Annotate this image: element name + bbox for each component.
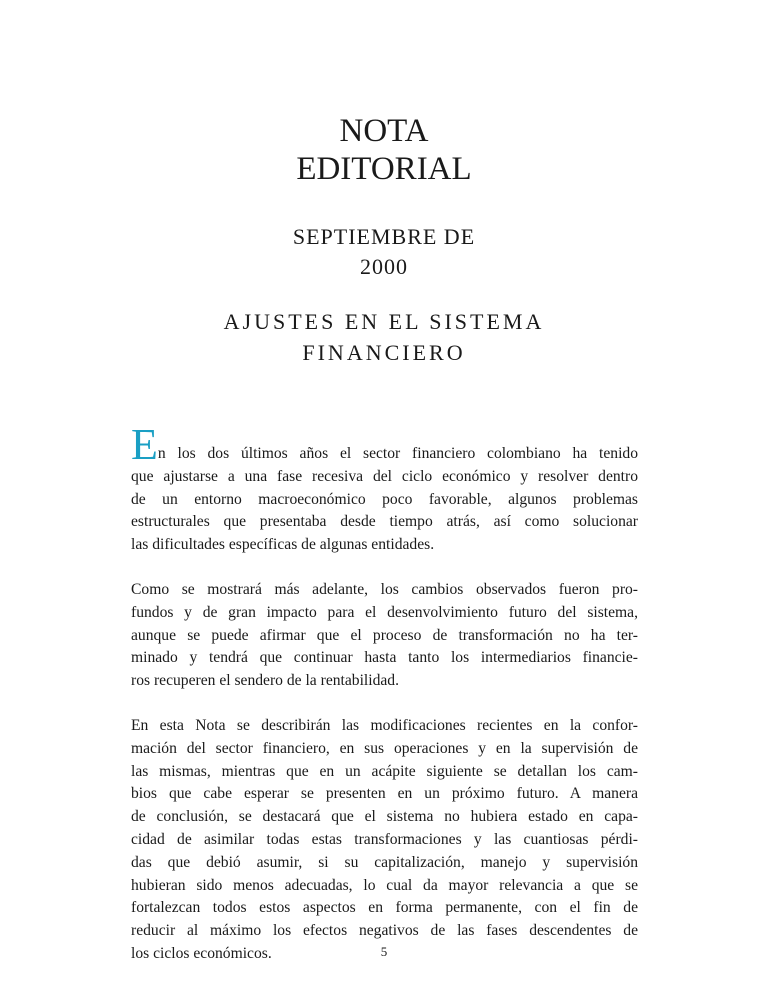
text-line: las mismas, mientras que en un acápite siguiente se detallan los cam- — [131, 762, 638, 780]
text-line: las dificultades específicas de algunas entidades. — [131, 536, 435, 554]
date-line: SEPTIEMBRE DE — [292, 224, 476, 249]
paragraph — [131, 579, 638, 693]
text-line: bios que cabe esperar se presenten en un próximo futuro. A manera — [131, 785, 638, 803]
paragraph — [131, 420, 638, 557]
heading-line: FINANCIERO — [302, 340, 466, 365]
text-line: hubieran sido menos adecuadas, lo cual da mayor relevancia a que se — [131, 876, 638, 894]
text-line: que ajustarse a una fase recesiva del ciclo económico y resolver dentro — [131, 467, 638, 485]
text-line: estructurales que presentaba desde tiempo atrás, así como solucionar — [131, 513, 638, 531]
body-text — [131, 420, 638, 988]
text-line: mación del sector financiero, en sus operaciones y en la supervisión de — [131, 739, 638, 757]
date-line: 2000 — [360, 254, 408, 279]
section-heading — [0, 306, 768, 368]
drop-cap: E — [131, 420, 158, 469]
heading-line: AJUSTES EN EL SISTEMA — [223, 309, 545, 334]
text-line-rest: n los dos últimos años el sector financiero colombiano ha tenido — [157, 445, 638, 462]
text-line: de un entorno macroeconómico poco favorable, algunos problemas — [131, 490, 638, 508]
text-line: das que debió asumir, si su capitalización, manejo y supervisión — [131, 853, 638, 871]
text-line: fundos y de gran impacto para el desenvolvimiento futuro del sistema, — [131, 603, 638, 621]
paragraph — [131, 715, 638, 966]
text-line: ros recuperen el sendero de la rentabilidad. — [131, 672, 400, 690]
title-line: EDITORIAL — [296, 151, 472, 187]
text-line — [131, 420, 638, 469]
text-line: reducir al máximo los efectos negativos de las fases descendentes de — [131, 922, 638, 940]
text-line: minado y tendrá que continuar hasta tanto los intermediarios financie- — [131, 649, 638, 667]
page-number: 5 — [380, 944, 388, 959]
text-line: los ciclos económicos. — [131, 944, 272, 962]
text-line: cidad de asimilar todas estas transformaciones y las cuantiosas pérdi- — [131, 830, 638, 848]
text-line: En esta Nota se describirán las modificaciones recientes en la confor- — [131, 716, 638, 734]
text-line: fortalezcan todos estos aspectos en forma permanente, con el fin de — [131, 899, 638, 917]
date-subtitle — [0, 222, 768, 282]
page-title — [0, 112, 768, 188]
text-line: Como se mostrará más adelante, los cambios observados fueron pro- — [131, 580, 638, 598]
text-line: aunque se puede afirmar que el proceso de transformación no ha ter- — [131, 626, 638, 644]
text-line: de conclusión, se destacará que el sistema no hubiera estado en capa- — [131, 808, 638, 826]
title-line: NOTA — [339, 113, 429, 149]
